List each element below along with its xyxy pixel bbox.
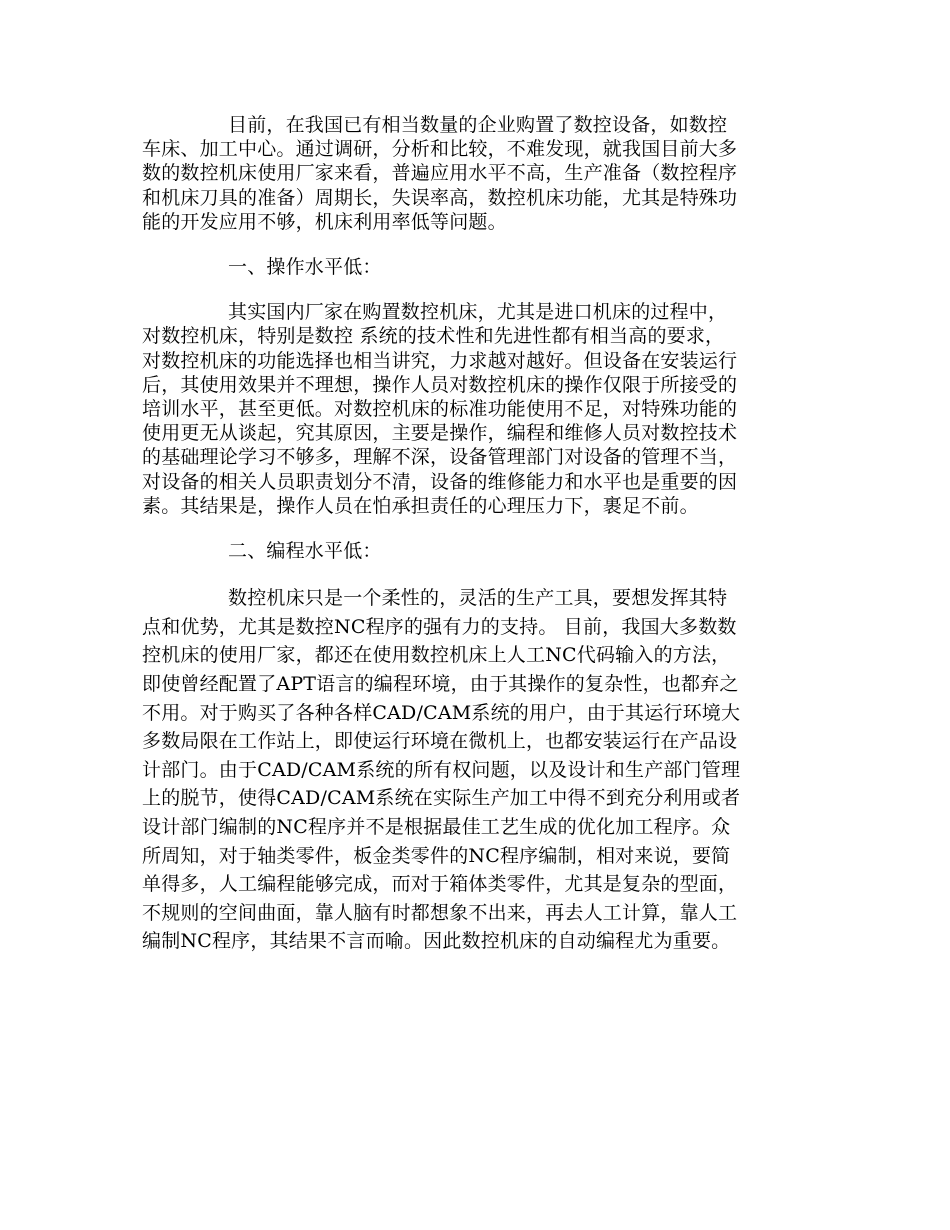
intro-paragraph: 目前，在我国已有相当数量的企业购置了数控设备，如数控车床、加工中心。通过调研，分析和比较，不难发现，就我国目前大多数的数控机床使用厂家来看，普遍应用水平不高，生产准备（数控程序和机床刀具的准备）周期长，失误率高，数控机床功能，尤其是特殊功能的开发应用不够，机床利用率低等问题。 <box>142 114 738 233</box>
section-paragraph-programming: 数控机床只是一个柔性的，灵活的生产工具，要想发挥其特点和优势，尤其是数控NC程序的强有力的支持。 目前，我国大多数数控机床的使用厂家，都还在使用数控机床上人工NC代码输入的方法，即使曾经配置了APT语言的编程环境，由于其操作的复杂性，也都弃之不用。对于购买了各种各样CAD/CAM系统的用户，由于其运行环境大多数局限在工作站上，即使运行环境在微机上，也都安装运行在产品设计部门。由于CAD/CAM系统的所有权问题，以及设计和生产部门管理上的脱节，使得CAD/CAM系统在实际生产加工中得不到充分利用或者设计部门编制的NC程序并不是根据最佳工艺生成的优化加工程序。众所周知，对于轴类零件，板金类零件的NC程序编制，相对来说，要简单得多，人工编程能够完成，而对于箱体类零件，尤其是复杂的型面，不规则的空间曲面，靠人脑有时都想象不出来，再去人工计算，靠人工编制NC程序，其结果不言而喻。因此数控机床的自动编程尤为重要。 <box>142 587 741 953</box>
section-heading-programming: 二、编程水平低： <box>228 540 382 563</box>
document-body <box>142 113 742 956</box>
section-heading-operation: 一、操作水平低： <box>228 256 382 279</box>
section-paragraph-operation: 其实国内厂家在购置数控机床，尤其是进口机床的过程中，对数控机床，特别是数控 系统的技术性和先进性都有相当高的要求，对数控机床的功能选择也相当讲究，力求越对越好。但设备在安装运行后，其使用效果并不理想，操作人员对数控机床的操作仅限于所接受的培训水平，甚至更低。对数控机床的标准功能使用不足，对特殊功能的使用更无从谈起，究其原因，主要是操作，编程和维修人员对数控技术的基础理论学习不够多，理解不深，设备管理部门对设备的管理不当，对设备的相关人员职责划分不清，设备的维修能力和水平也是重要的因素。其结果是，操作人员在怕承担责任的心理压力下，裹足不前。 <box>142 301 738 517</box>
